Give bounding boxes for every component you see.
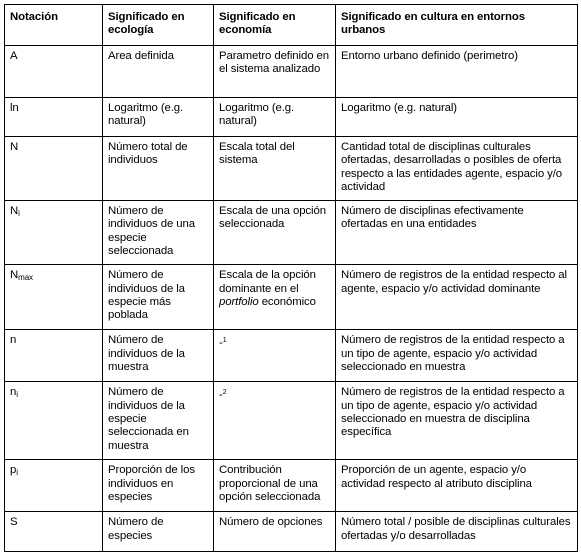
cell-ecologia: Area definida bbox=[103, 46, 214, 98]
cell-ecologia: Número de especies bbox=[103, 512, 214, 552]
economia-text-end: económico bbox=[258, 295, 316, 308]
notation-symbol: n bbox=[10, 386, 17, 399]
economia-italic-term: portfolio bbox=[219, 295, 259, 308]
cell-economia bbox=[214, 330, 336, 382]
cell-cultura: Entorno urbano definido (perimetro) bbox=[336, 46, 578, 98]
notation-symbol: N bbox=[10, 205, 19, 218]
table-row bbox=[5, 46, 578, 98]
cell-notation bbox=[5, 137, 103, 201]
notation-symbol: ln bbox=[10, 102, 19, 114]
cell-economia: Número de opciones bbox=[214, 512, 336, 552]
cell-cultura: Logaritmo (e.g. natural) bbox=[336, 98, 578, 137]
notation-subscript: i bbox=[18, 209, 20, 219]
cell-ecologia: Número de individuos de la especie más poblada bbox=[103, 265, 214, 330]
table-row bbox=[5, 201, 578, 265]
cell-cultura: Proporción de un agente, espacio y/o actividad respecto al atributo disciplina bbox=[336, 460, 578, 512]
cell-ecologia: Número total de individuos bbox=[103, 137, 214, 201]
cell-notation bbox=[5, 201, 103, 265]
cell-ecologia: Proporción de los individuos en especies bbox=[103, 460, 214, 512]
cell-ecologia: Número de individuos de la especie seleccionada en muestra bbox=[103, 382, 214, 460]
notation-subscript: i bbox=[16, 390, 18, 400]
cell-notation bbox=[5, 330, 103, 382]
notation-symbol: n bbox=[10, 334, 17, 347]
table-row bbox=[5, 98, 578, 137]
notation-symbol: N bbox=[10, 269, 19, 282]
cell-notation bbox=[5, 265, 103, 330]
cell-economia: Escala total del sistema bbox=[214, 137, 336, 201]
table-row bbox=[5, 460, 578, 512]
table-row bbox=[5, 382, 578, 460]
notation-symbol: S bbox=[10, 516, 18, 529]
footnote-marker: 1 bbox=[222, 337, 227, 345]
cell-notation bbox=[5, 460, 103, 512]
notation-table bbox=[4, 4, 578, 552]
cell-cultura: Número de registros de la entidad respecto a un tipo de agente, espacio y/o actividad seleccionado en muestra de disciplina específica bbox=[336, 382, 578, 460]
notation-symbol: p bbox=[10, 464, 17, 477]
economia-dash: - bbox=[219, 389, 223, 402]
header-economia: Significado en economía bbox=[214, 5, 336, 46]
notation-symbol: A bbox=[10, 50, 18, 62]
notation-subscript: i bbox=[16, 468, 18, 478]
table-header-row bbox=[5, 5, 578, 46]
cell-economia bbox=[214, 382, 336, 460]
economia-dash: - bbox=[219, 337, 223, 350]
header-notacion: Notación bbox=[5, 5, 103, 46]
header-cultura: Significado en cultura en entornos urbanos bbox=[336, 5, 578, 46]
notation-symbol: N bbox=[10, 141, 19, 153]
cell-cultura: Número total / posible de disciplinas culturales ofertadas y/o desarrolladas bbox=[336, 512, 578, 552]
cell-economia: Logaritmo (e.g. natural) bbox=[214, 98, 336, 137]
footnote-marker: 2 bbox=[222, 389, 227, 397]
cell-ecologia: Número de individuos de la muestra bbox=[103, 330, 214, 382]
cell-ecologia: Logaritmo (e.g. natural) bbox=[103, 98, 214, 137]
cell-cultura: Cantidad total de disciplinas culturales ofertadas, desarrolladas o posibles de oferta respecto a las entidades agente, espacio y/o actividad bbox=[336, 137, 578, 201]
cell-economia: Parametro definido en el sistema analizado bbox=[214, 46, 336, 98]
cell-cultura: Número de registros de la entidad respecto a un tipo de agente, espacio y/o actividad seleccionado en muestra bbox=[336, 330, 578, 382]
notation-subscript: max bbox=[18, 273, 33, 283]
cell-notation bbox=[5, 382, 103, 460]
table-row bbox=[5, 265, 578, 330]
cell-ecologia: Número de individuos de una especie seleccionada bbox=[103, 201, 214, 265]
cell-economia: Escala de una opción seleccionada bbox=[214, 201, 336, 265]
cell-cultura: Número de disciplinas efectivamente ofertadas en una entidades bbox=[336, 201, 578, 265]
cell-notation bbox=[5, 46, 103, 98]
table-row bbox=[5, 512, 578, 552]
cell-economia: Contribución proporcional de una opción seleccionada bbox=[214, 460, 336, 512]
cell-cultura: Número de registros de la entidad respecto al agente, espacio y/o actividad dominante bbox=[336, 265, 578, 330]
cell-notation bbox=[5, 512, 103, 552]
cell-notation bbox=[5, 98, 103, 137]
cell-economia bbox=[214, 265, 336, 330]
table-row bbox=[5, 137, 578, 201]
header-ecologia: Significado en ecología bbox=[103, 5, 214, 46]
economia-text: Escala de la opción dominante en el bbox=[219, 269, 316, 295]
table-row bbox=[5, 330, 578, 382]
